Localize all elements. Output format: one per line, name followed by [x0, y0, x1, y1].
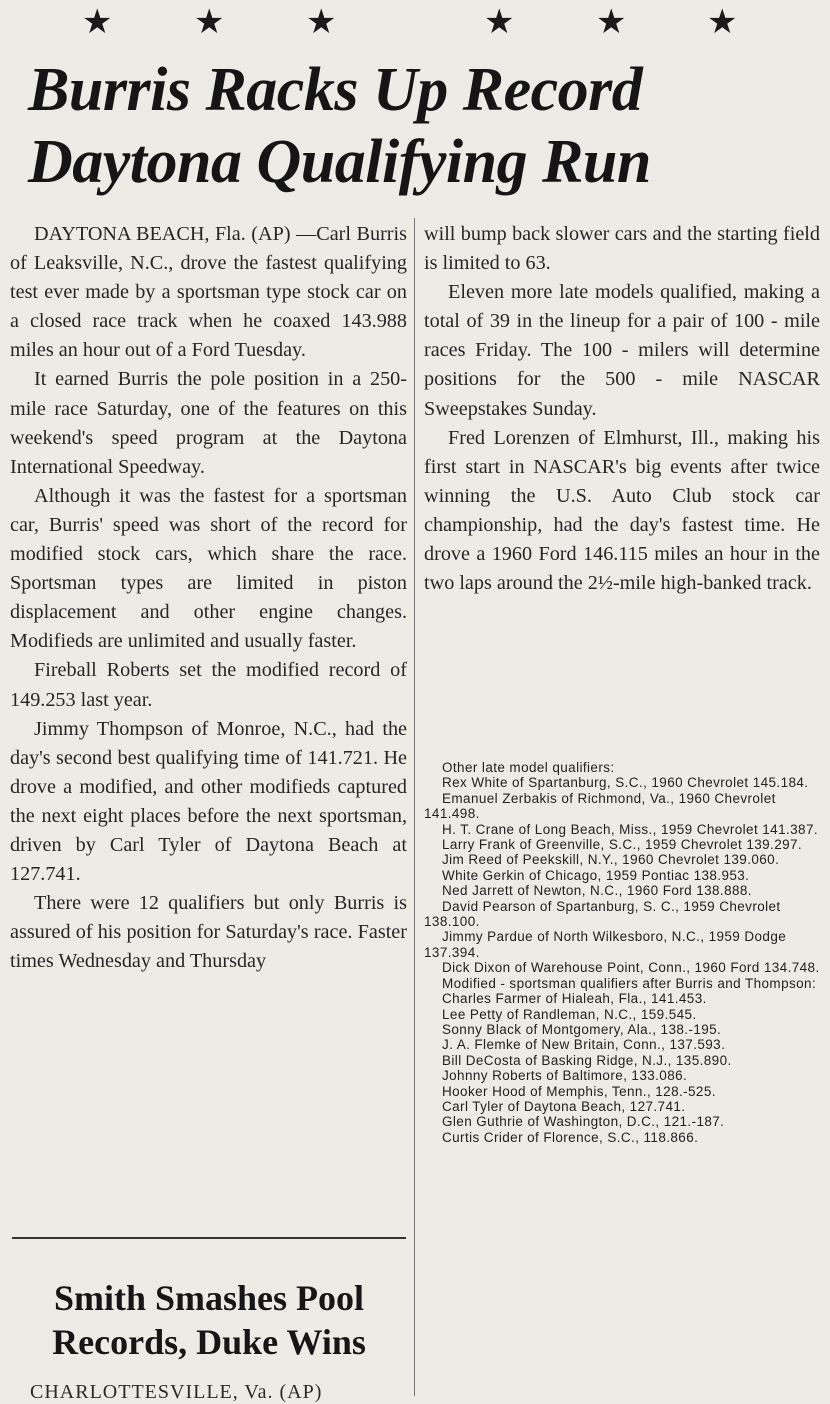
second-story-dateline: CHARLOTTESVILLE, Va. (AP) — [30, 1381, 323, 1403]
qualifier-entry: Lee Petty of Randleman, N.C., 159.545. — [442, 1006, 697, 1022]
star-icon: ★ — [306, 2, 337, 42]
second-headline-line-2: Records, Duke Wins — [52, 1322, 366, 1362]
star-ornament-row — [0, 2, 830, 42]
article-paragraph: Although it was the fastest for a sportsman car, Burris' speed was short of the record for modified stock cars, which share the race. Sportsman types are limited in piston displacement and other engine changes. Modifieds are unlimited and usually faster. — [10, 484, 407, 653]
star-icon: ★ — [82, 2, 113, 42]
late-model-qualifiers-title: Other late model qualifiers: — [442, 760, 615, 775]
headline-line-1: Burris Racks Up Record — [28, 56, 643, 124]
modified-qualifiers-title: Modified - sportsman qualifiers after Burris and Thompson: — [442, 975, 817, 991]
second-headline-line-1: Smith Smashes Pool — [53, 1278, 365, 1318]
star-icon: ★ — [707, 2, 738, 42]
qualifier-entry: Ned Jarrett of Newton, N.C., 1960 Ford 138.888. — [442, 883, 752, 899]
article-paragraph: There were 12 qualifiers but only Burris is assured of his position for Saturday's race. Faster times Wednesday and Thursday — [10, 892, 407, 973]
qualifier-entry: Emanuel Zerbakis of Richmond, Va., 1960 Chevrolet 141.498. — [424, 790, 776, 822]
qualifier-entry: Bill DeCosta of Basking Ridge, N.J., 135.890. — [442, 1052, 732, 1068]
qualifier-entry: Jimmy Pardue of North Wilkesboro, N.C., 1959 Dodge 137.394. — [424, 929, 787, 960]
qualifier-entry: Curtis Crider of Florence, S.C., 118.866. — [442, 1129, 699, 1145]
qualifier-entry: J. A. Flemke of New Britain, Conn., 137.593. — [442, 1037, 726, 1053]
qualifier-entry: Carl Tyler of Daytona Beach, 127.741. — [442, 1098, 686, 1114]
star-icon: ★ — [484, 2, 515, 42]
qualifier-entry: Sonny Black of Montgomery, Ala., 138.-195. — [442, 1021, 722, 1037]
qualifier-entry: Charles Farmer of Hialeah, Fla., 141.453. — [442, 991, 707, 1007]
article-paragraph: DAYTONA BEACH, Fla. (AP) —Carl Burris of Leaksville, N.C., drove the fastest qualifying test ever made by a sportsman type stock car on a closed race track when he coaxed 143.988 miles an hour out of a Ford Tuesday. — [10, 223, 407, 362]
article-paragraph: Fireball Roberts set the modified record of 149.253 last year. — [10, 659, 407, 711]
article-paragraph: Fred Lorenzen of Elmhurst, Ill., making his first start in NASCAR's big events after twice winning the U.S. Auto Club stock car championship, had the day's fastest time. He drove a 1960 Ford 146.115 miles an hour in the two laps around the 2½-mile high-banked track. — [424, 426, 820, 595]
article-paragraph: It earned Burris the pole position in a 250-mile race Saturday, one of the features on this weekend's speed program at the Daytona International Speedway. — [10, 368, 407, 478]
article-paragraph: Jimmy Thompson of Monroe, N.C., had the day's second best qualifying time of 141.721. He drove a modified, and other modifieds captured the next eight places before the next sportsman, driven by Carl Tyler of Daytona Beach at 127.741. — [10, 717, 407, 886]
qualifier-entry: Johnny Roberts of Baltimore, 133.086. — [442, 1068, 688, 1084]
column-divider — [414, 218, 415, 1396]
article-right-column — [424, 220, 820, 598]
qualifier-entry: Rex White of Spartanburg, S.C., 1960 Chevrolet 145.184. — [442, 775, 809, 791]
qualifiers-list — [424, 760, 820, 1145]
qualifier-entry: Glen Guthrie of Washington, D.C., 121.-187. — [442, 1114, 725, 1130]
second-story-headline — [12, 1276, 406, 1364]
qualifier-entry: H. T. Crane of Long Beach, Miss., 1959 Chevrolet 141.387. — [442, 821, 819, 837]
headline-line-2: Daytona Qualifying Run — [28, 128, 651, 196]
qualifier-entry: Jim Reed of Peekskill, N.Y., 1960 Chevrolet 139.060. — [442, 852, 780, 868]
article-paragraph: Eleven more late models qualified, making a total of 39 in the lineup for a pair of 100 - mile races Friday. The 100 - milers will determine positions for the 500 - mile NASCAR Sweepstakes Sunday. — [424, 281, 820, 420]
star-icon: ★ — [194, 2, 225, 42]
article-left-column — [10, 220, 407, 976]
star-icon: ★ — [596, 2, 627, 42]
qualifier-entry: White Gerkin of Chicago, 1959 Pontiac 138.953. — [442, 867, 750, 883]
main-headline — [28, 54, 818, 198]
qualifier-entry: David Pearson of Spartanburg, S. C., 1959 Chevrolet 138.100. — [424, 898, 781, 930]
qualifier-entry: Larry Frank of Greenville, S.C., 1959 Chevrolet 139.297. — [442, 837, 803, 853]
story-separator-rule — [12, 1237, 406, 1239]
article-paragraph: will bump back slower cars and the starting field is limited to 63. — [424, 223, 820, 275]
qualifier-entry: Dick Dixon of Warehouse Point, Conn., 1960 Ford 134.748. — [442, 960, 820, 976]
qualifier-entry: Hooker Hood of Memphis, Tenn., 128.-525. — [442, 1083, 716, 1099]
